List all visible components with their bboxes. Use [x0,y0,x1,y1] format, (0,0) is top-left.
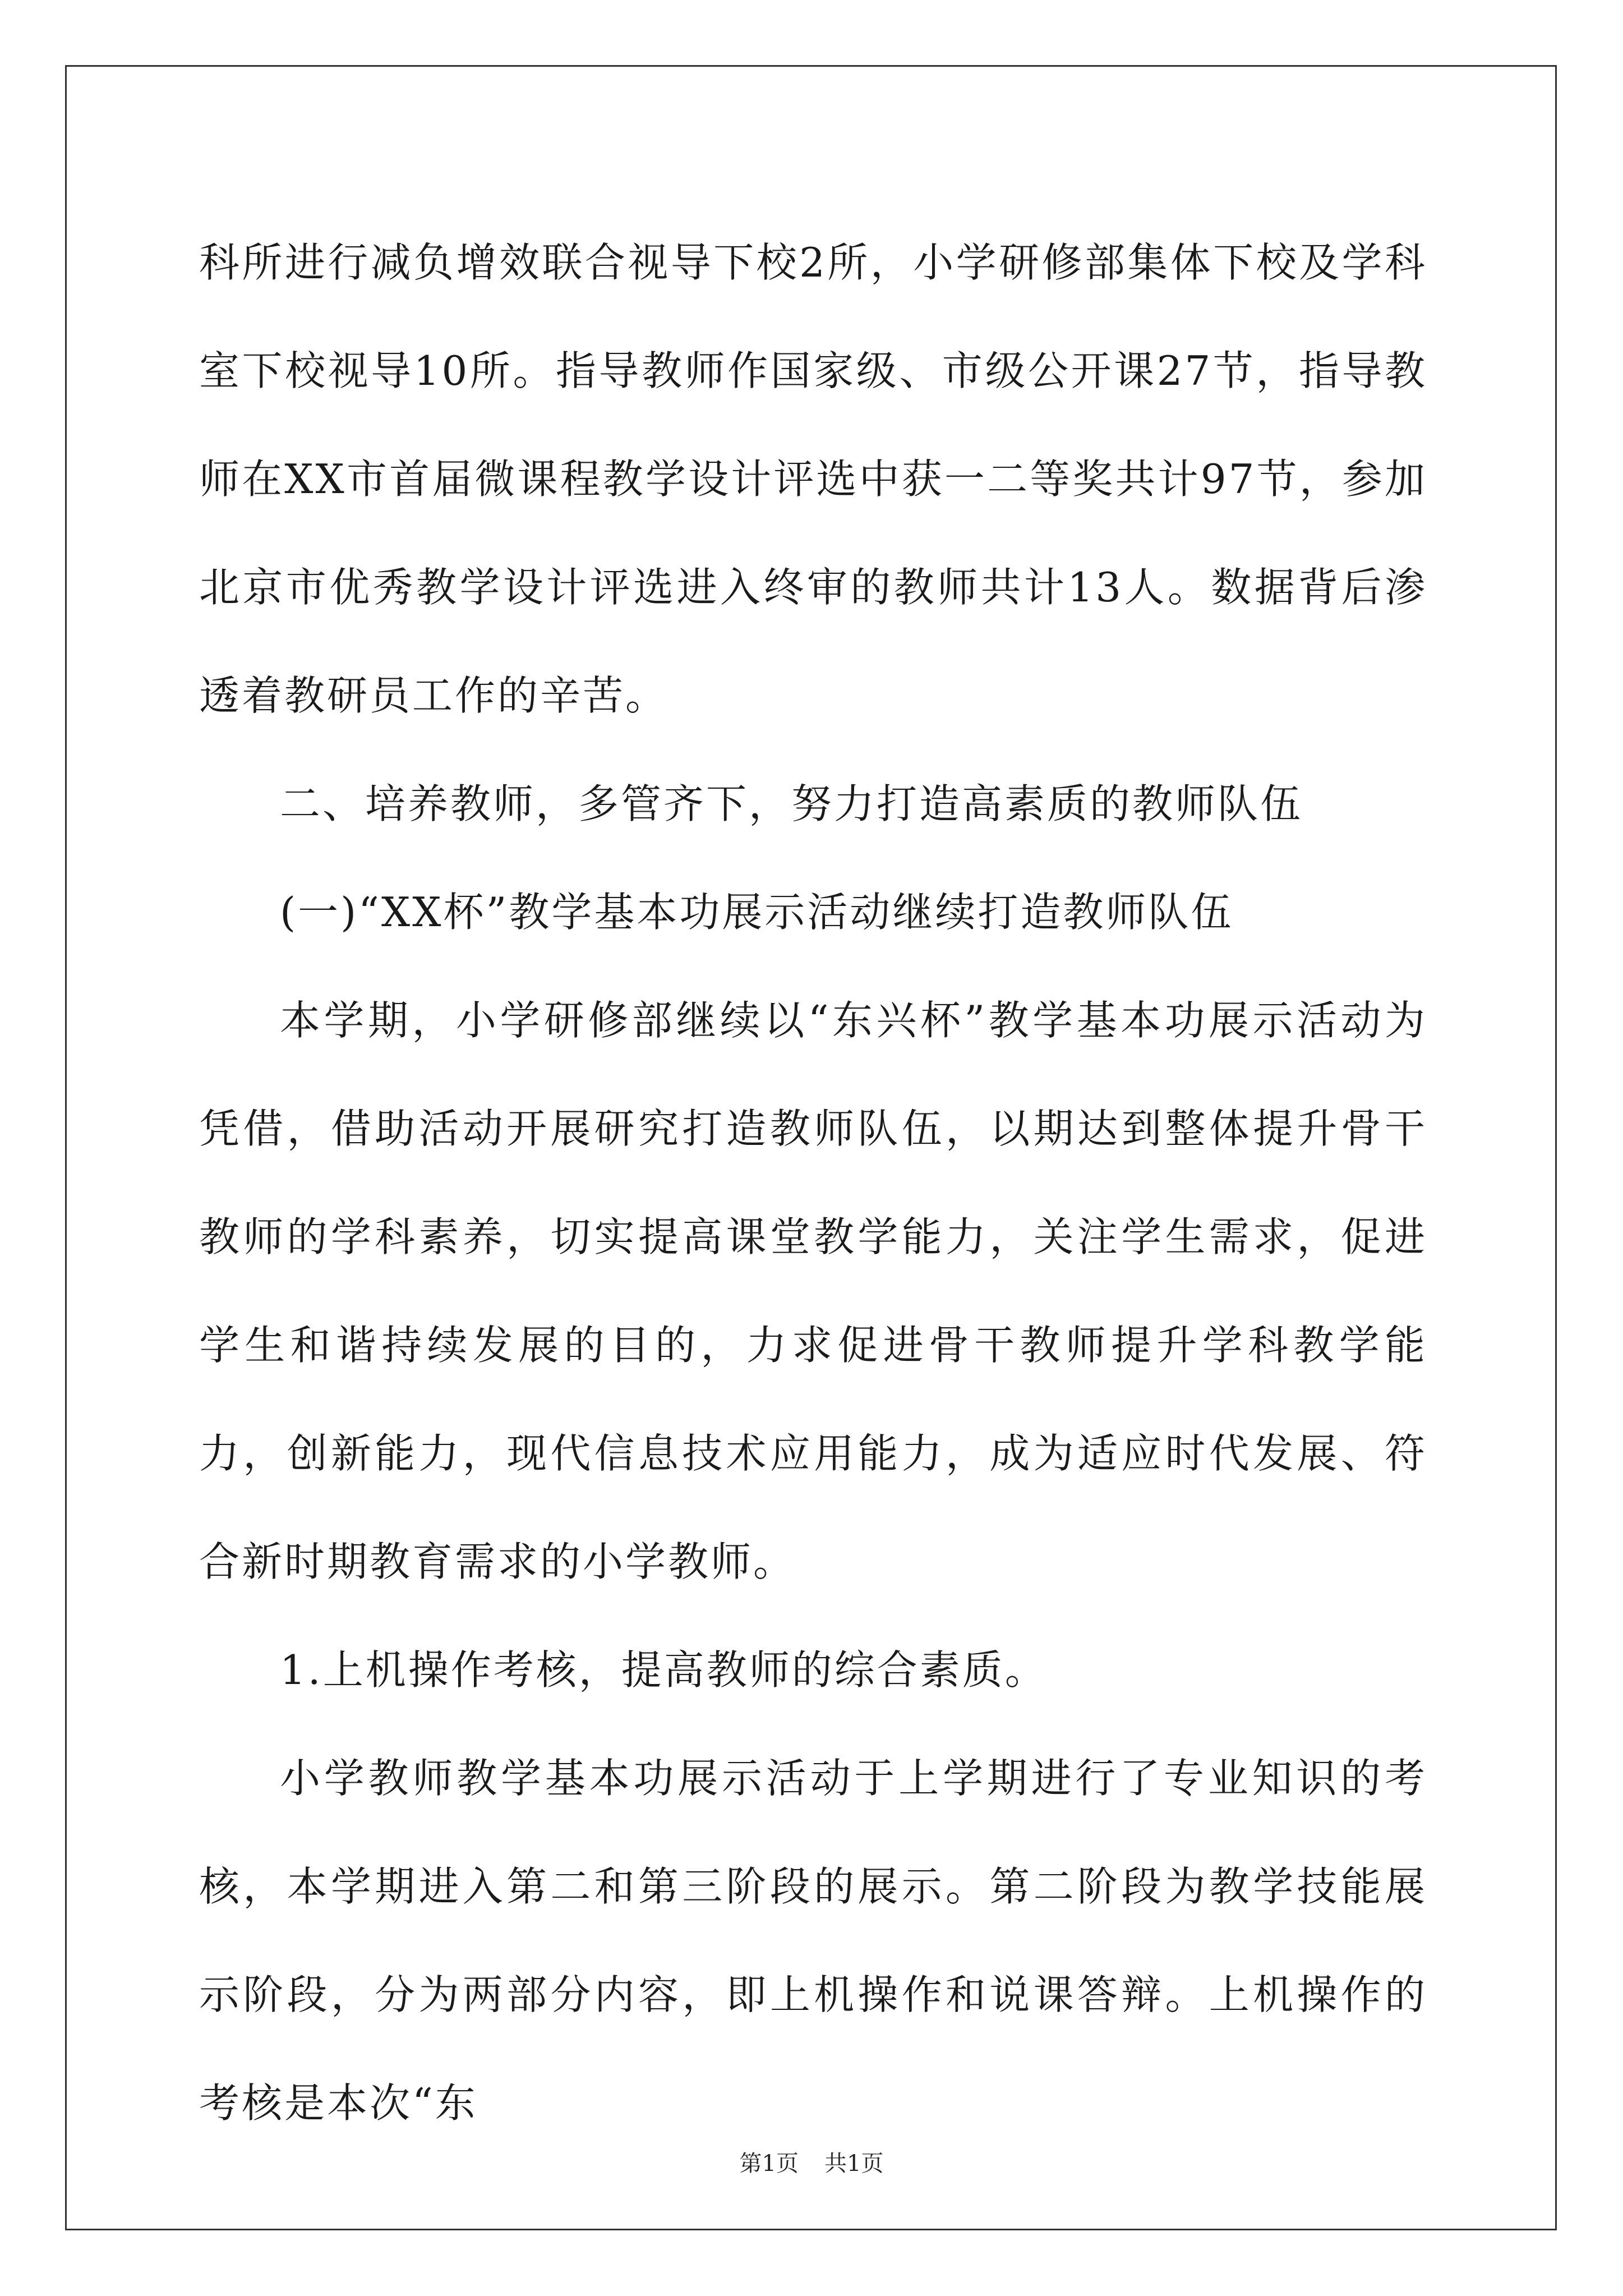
subsection-heading-xx-cup: (一)“XX杯”教学基本功展示活动继续打造教师队伍 [280,889,1234,936]
document-body [199,209,1427,2157]
paragraph-data-summary: 科所进行减负增效联合视导下校2所，小学研修部集体下校及学科室下校视导10所。指导教师作国家级、市级公开课27节，指导教师在XX市首届微课程教学设计评选中获一二等奖共计97节，参加北京市优秀教学设计评选进入终审的教师共计13人。数据背后渗透着教研员工作的辛苦。 [199,239,1427,719]
page-number: 第1页 [739,2151,799,2177]
section-heading-teacher-training: 二、培养教师，多管齐下，努力打造高素质的教师队伍 [280,780,1303,827]
page-total: 共1页 [824,2151,884,2177]
paragraph-dongxing-cup: 本学期，小学研修部继续以“东兴杯”教学基本功展示活动为凭借，借助活动开展研究打造教师队伍，以期达到整体提升骨干教师的学科素养，切实提高课堂教学能力，关注学生需求，促进学生和谐持续发展的目的，力求促进骨干教师提升学科教学能力，创新能力，现代信息技术应用能力，成为适应时代发展、符合新时期教育需求的小学教师。 [199,997,1427,1585]
paragraph-skills-showcase: 小学教师教学基本功展示活动于上学期进行了专业知识的考核，本学期进入第二和第三阶段的展示。第二阶段为教学技能展示阶段，分为两部分内容，即上机操作和说课答辩。上机操作的考核是本次“东 [199,1755,1427,2127]
item-heading-computer-assessment: 1.上机操作考核，提高教师的综合素质。 [280,1646,1048,1694]
page-footer [0,2150,1623,2178]
